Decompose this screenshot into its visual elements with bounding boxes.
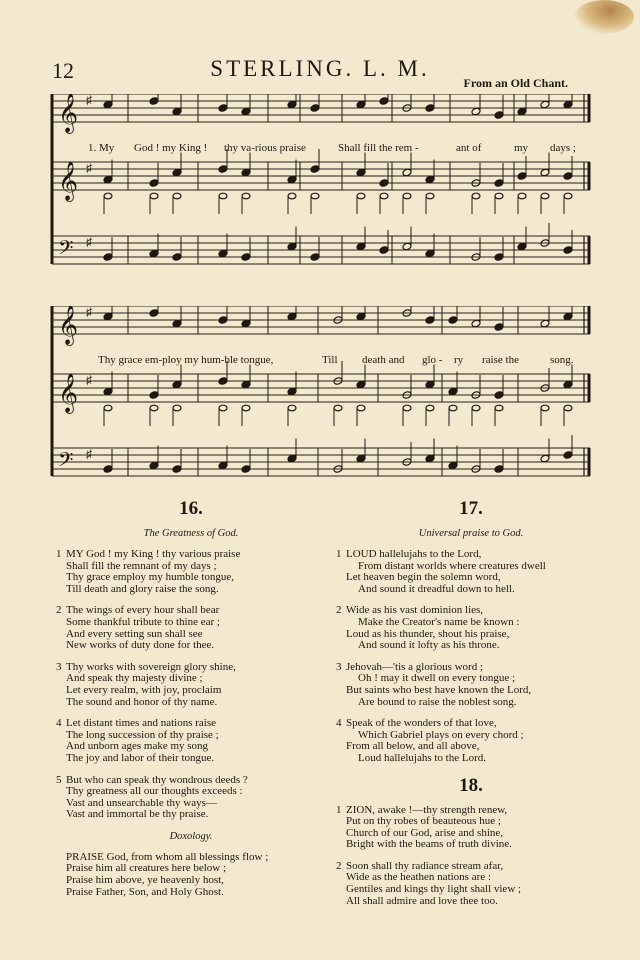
stanza-number: 3 xyxy=(56,660,62,673)
note-head xyxy=(357,193,365,199)
verse-text: Let distant times and nations raise xyxy=(66,717,216,730)
stanza xyxy=(56,662,326,708)
verse-text: ZION, awake !—thy strength renew, xyxy=(346,803,508,816)
lyric-syllable: ant of xyxy=(456,142,482,154)
note-head xyxy=(425,316,435,325)
note-head xyxy=(287,242,297,251)
stanza xyxy=(56,605,326,651)
note-head xyxy=(173,193,181,199)
note-head xyxy=(242,405,250,411)
lyric-syllable: Till xyxy=(322,354,338,366)
verse-line: All shall admire and love thee too. xyxy=(346,894,498,907)
note-head xyxy=(172,168,182,177)
note-head xyxy=(218,165,228,174)
note-head xyxy=(241,380,251,389)
music-system-2 xyxy=(50,306,592,486)
verse-line: Shall fill the remnant of my days ; xyxy=(66,559,217,572)
stanza-number: 5 xyxy=(56,773,62,786)
verse-line: PRAISE God, from whom all blessings flow ; xyxy=(66,850,269,863)
stanza-number: 2 xyxy=(336,859,342,872)
doxology-title: Doxology. xyxy=(169,830,213,842)
verse-text: Speak of the wonders of that love, xyxy=(346,717,497,730)
note-head xyxy=(310,253,320,262)
note-head xyxy=(425,175,435,184)
verse-line xyxy=(336,718,606,730)
note-head xyxy=(218,316,228,325)
note-head xyxy=(426,193,434,199)
note-head xyxy=(287,387,297,396)
key-sharp: ♯ xyxy=(86,235,92,249)
verse-line: Make the Creator's name be known : xyxy=(358,615,520,628)
treble-clef: 𝄞 xyxy=(58,306,79,345)
lyric-syllable: 1. My xyxy=(88,142,115,154)
verse-line: Gentiles and kings thy light shall view ; xyxy=(346,883,522,896)
note-head xyxy=(149,179,159,188)
stanza-number: 3 xyxy=(336,660,342,673)
lyric-syllable: death and xyxy=(362,354,405,366)
verse-line xyxy=(56,549,326,561)
note-head xyxy=(540,100,550,109)
verse-line: Church of our God, arise and shine, xyxy=(346,826,504,839)
stanza xyxy=(56,718,326,764)
note-head xyxy=(518,193,526,199)
stanza-number: 1 xyxy=(336,803,342,816)
verse-text: Jehovah—'tis a glorious word ; xyxy=(346,660,484,673)
verse-line: Are bound to raise the noblest song. xyxy=(358,695,517,708)
note-head xyxy=(540,454,550,463)
note-head xyxy=(219,405,227,411)
stanza xyxy=(56,775,326,821)
verse-line: And every setting sun shall see xyxy=(66,627,203,640)
note-head xyxy=(356,454,366,463)
verse-line xyxy=(336,549,606,561)
note-head xyxy=(356,168,366,177)
key-sharp: ♯ xyxy=(86,306,92,319)
note-head xyxy=(494,111,504,120)
verse-line: Let heaven begin the solemn word, xyxy=(346,571,501,584)
note-head xyxy=(495,405,503,411)
stanza xyxy=(56,549,326,595)
note-head xyxy=(563,451,573,460)
note-head xyxy=(287,175,297,184)
note-head xyxy=(149,309,159,318)
note-head xyxy=(563,380,573,389)
verse-line: Thy greatness all our thoughts exceeds : xyxy=(66,785,243,798)
verse-line: The sound and honor of thy name. xyxy=(66,695,218,708)
stanza-number: 4 xyxy=(336,717,342,730)
lyric-syllable: thy va-rious praise xyxy=(224,142,306,154)
stanza xyxy=(336,662,606,708)
treble-clef: 𝄞 xyxy=(58,161,79,201)
stanza xyxy=(336,718,606,764)
note-head xyxy=(494,323,504,332)
note-head xyxy=(172,319,182,328)
lyric-syllable: raise the xyxy=(482,354,519,366)
hymn-subtitle: Universal praise to God. xyxy=(418,528,524,539)
bass-clef: 𝄢 xyxy=(58,236,74,264)
note-head xyxy=(494,253,504,262)
lyric-syllable: Shall fill the rem - xyxy=(338,142,419,154)
note-head xyxy=(242,193,250,199)
note-head xyxy=(218,377,228,386)
note-head xyxy=(218,104,228,113)
verse-line: Praise him above, ye heavenly host, xyxy=(66,874,224,887)
verse-line: But saints who best have known the Lord, xyxy=(346,683,532,696)
note-head xyxy=(311,193,319,199)
note-head xyxy=(448,461,458,470)
verse-line: Loud as his thunder, shout his praise, xyxy=(346,627,510,640)
verse-line: And unborn ages make my song xyxy=(66,740,209,753)
note-head xyxy=(402,242,412,251)
note-head xyxy=(564,193,572,199)
note-head xyxy=(334,405,342,411)
note-head xyxy=(218,461,228,470)
verse-line: Put on thy robes of beauteous hue ; xyxy=(346,815,501,828)
verse-line: And speak thy majesty divine ; xyxy=(66,672,203,685)
stanza-number: 1 xyxy=(336,548,342,560)
note-head xyxy=(472,405,480,411)
verse-line: Bright with the beams of truth divine. xyxy=(346,838,512,851)
doxology xyxy=(56,852,326,898)
note-head xyxy=(241,319,251,328)
verse-line: From distant worlds where creatures dwell xyxy=(358,559,546,572)
note-head xyxy=(564,405,572,411)
note-head xyxy=(403,193,411,199)
hymn-16-stanzas xyxy=(56,549,326,821)
note-head xyxy=(104,405,112,411)
note-head xyxy=(403,405,411,411)
note-head xyxy=(150,405,158,411)
hymn-subtitle: The Greatness of God. xyxy=(143,528,239,539)
note-head xyxy=(517,242,527,251)
tune-attribution: From an Old Chant. xyxy=(463,76,568,90)
bass-clef: 𝄢 xyxy=(58,448,74,476)
music-staves-2 xyxy=(50,306,592,486)
note-head xyxy=(379,246,389,255)
lyric-syllable: Thy grace em-ploy my hum-ble tongue, xyxy=(98,354,274,366)
note-head xyxy=(103,175,113,184)
verse-line: Vast and immortal be thy praise. xyxy=(66,808,209,821)
verse-text: MY God ! my King ! thy various praise xyxy=(66,548,241,560)
verse-text: Soon shall thy radiance stream afar, xyxy=(346,859,504,872)
note-head xyxy=(472,193,480,199)
page-number: 12 xyxy=(52,58,74,83)
stanza xyxy=(336,861,606,907)
note-head xyxy=(288,405,296,411)
verse-text: LOUD hallelujahs to the Lord, xyxy=(346,548,482,560)
note-head xyxy=(379,97,389,106)
treble-clef: 𝄞 xyxy=(58,94,79,133)
note-head xyxy=(287,454,297,463)
verse-line: Let every realm, with joy, proclaim xyxy=(66,683,222,696)
verse-line: The long succession of thy praise ; xyxy=(66,728,219,741)
verse-line: Praise Father, Son, and Holy Ghost. xyxy=(66,885,224,898)
note-head xyxy=(563,100,573,109)
note-head xyxy=(219,193,227,199)
note-head xyxy=(425,249,435,258)
verse-text: Thy works with sovereign glory shine, xyxy=(66,660,236,673)
note-head xyxy=(448,387,458,396)
verse-text: The wings of every hour shall bear xyxy=(66,604,220,617)
note-head xyxy=(356,312,366,321)
verse-line: Which Gabriel plays on every chord ; xyxy=(358,728,524,741)
note-head xyxy=(218,249,228,258)
note-head xyxy=(150,193,158,199)
stanza xyxy=(336,605,606,651)
verse-line: Wide as the heathen nations are : xyxy=(346,871,491,884)
note-head xyxy=(449,405,457,411)
note-head xyxy=(149,391,159,400)
note-head xyxy=(356,100,366,109)
hymn-18-stanzas xyxy=(336,805,606,908)
music-staves-1 xyxy=(50,94,592,274)
lyric-syllable: days ; xyxy=(550,142,576,154)
note-head xyxy=(495,193,503,199)
note-head xyxy=(380,193,388,199)
verse-line: Some thankful tribute to thine ear ; xyxy=(66,615,220,628)
note-head xyxy=(288,193,296,199)
note-head xyxy=(540,319,550,328)
verse-line: Vast and unsearchable thy ways— xyxy=(66,796,217,809)
note-head xyxy=(241,253,251,262)
note-head xyxy=(173,405,181,411)
note-head xyxy=(471,319,481,328)
note-head xyxy=(103,253,113,262)
hymn-title: STERLING. L. M. xyxy=(210,56,430,81)
lyric-syllable: ry xyxy=(454,354,464,366)
note-head xyxy=(287,312,297,321)
note-head xyxy=(563,246,573,255)
note-head xyxy=(494,179,504,188)
note-head xyxy=(494,391,504,400)
treble-clef: 𝄞 xyxy=(58,373,79,413)
note-head xyxy=(149,249,159,258)
hymn-17 xyxy=(336,498,606,917)
note-head xyxy=(541,405,549,411)
stanza-number: 1 xyxy=(56,548,62,560)
stanza xyxy=(336,805,606,851)
stanza-number: 2 xyxy=(336,604,342,617)
note-head xyxy=(471,107,481,116)
note-head xyxy=(172,380,182,389)
verse-line: The joy and labor of their tongue. xyxy=(66,751,215,764)
verse-line: Loud hallelujahs to the Lord. xyxy=(358,751,486,764)
key-sharp: ♯ xyxy=(86,161,92,175)
hymn-number: 17. xyxy=(459,498,483,519)
lyric-syllable: God ! my King ! xyxy=(134,142,208,154)
note-head xyxy=(172,253,182,262)
note-head xyxy=(540,168,550,177)
note-head xyxy=(563,312,573,321)
note-head xyxy=(541,193,549,199)
stanza xyxy=(336,549,606,595)
key-sharp: ♯ xyxy=(86,373,92,387)
note-head xyxy=(425,104,435,113)
note-head xyxy=(241,465,251,474)
note-head xyxy=(517,107,527,116)
note-head xyxy=(356,242,366,251)
note-head xyxy=(287,100,297,109)
verse-line: Praise him all creatures here below ; xyxy=(66,862,227,875)
note-head xyxy=(149,461,159,470)
note-head xyxy=(241,107,251,116)
note-head xyxy=(425,380,435,389)
verse-text: Wide as his vast dominion lies, xyxy=(346,604,484,617)
note-head xyxy=(310,104,320,113)
lyric-syllable: song. xyxy=(550,354,574,366)
lyric-syllable: glo - xyxy=(422,354,443,366)
note-head xyxy=(172,465,182,474)
note-head xyxy=(563,172,573,181)
note-head xyxy=(149,97,159,106)
verse-line: And sound it lofty as his throne. xyxy=(358,639,500,652)
note-head xyxy=(426,405,434,411)
verse-line: And sound it dreadful down to hell. xyxy=(358,582,515,595)
key-sharp: ♯ xyxy=(86,447,92,461)
hymn-number-18: 18. xyxy=(459,774,483,796)
stanza-number: 2 xyxy=(56,604,62,617)
note-head xyxy=(103,100,113,109)
note-head xyxy=(425,454,435,463)
note-head xyxy=(172,107,182,116)
note-head xyxy=(103,387,113,396)
note-head xyxy=(356,380,366,389)
page-stain xyxy=(574,0,634,34)
music-system-1 xyxy=(50,94,592,274)
stanza-number: 4 xyxy=(56,717,62,730)
key-sharp: ♯ xyxy=(86,94,92,107)
verse-line: Thy grace employ my humble tongue, xyxy=(66,571,235,584)
note-head xyxy=(379,179,389,188)
note-head xyxy=(357,405,365,411)
verse-line xyxy=(56,718,326,730)
note-head xyxy=(103,312,113,321)
hymn-16 xyxy=(56,498,326,908)
verse-line: From all below, and all above, xyxy=(346,740,480,753)
note-head xyxy=(310,165,320,174)
lyric-syllable: my xyxy=(514,142,529,154)
note-head xyxy=(103,465,113,474)
hymn-17-stanzas xyxy=(336,549,606,765)
verse-line: Oh ! may it dwell on every tongue ; xyxy=(358,672,516,685)
note-head xyxy=(402,168,412,177)
note-head xyxy=(517,172,527,181)
hymn-number: 16. xyxy=(179,498,203,519)
verse-line: New works of duty done for thee. xyxy=(66,639,215,652)
verse-text: But who can speak thy wondrous deeds ? xyxy=(66,773,248,786)
note-head xyxy=(494,465,504,474)
note-head xyxy=(104,193,112,199)
note-head xyxy=(241,168,251,177)
note-head xyxy=(448,316,458,325)
verse-line: Till death and glory raise the song. xyxy=(66,582,219,595)
